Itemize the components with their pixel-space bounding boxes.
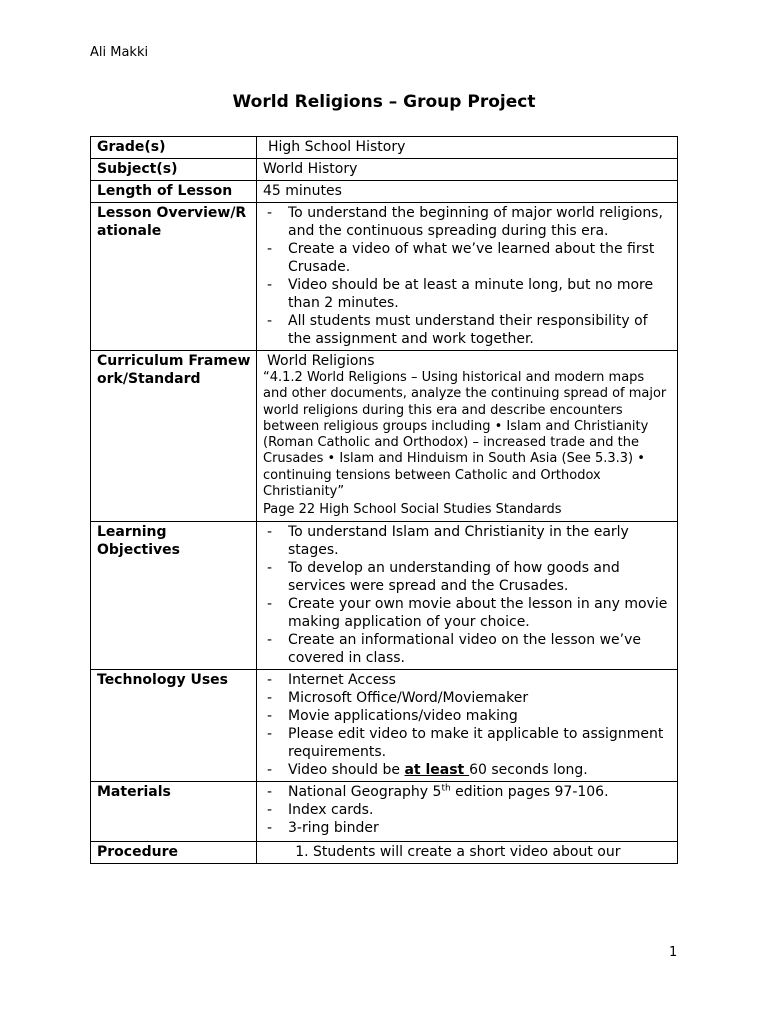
subject-value: World History: [257, 159, 678, 181]
list-item: - 3-ring binder: [263, 819, 672, 837]
list-item: - To understand Islam and Christianity in the early stages.: [263, 523, 672, 559]
standard-quote: “4.1.2 World Religions – Using historical and modern maps and other documents, analyze the continuing spread of major world religions during this era and describe encounters between religious groups including • Islam and Christianity (Roman Catholic and Orthodox) – increased trade and the Crusades • Islam and Hinduism in South Asia (See 5.3.3) • continuing tensions between Catholic and Orthodox Christianity”: [263, 370, 667, 500]
table-row-subject: [91, 159, 678, 181]
list-item: - Video should be at least a minute long, but no more than 2 minutes.: [263, 276, 672, 312]
document-title: World Religions – Group Project: [232, 92, 536, 112]
list-item: - Create a video of what we’ve learned about the first Crusade.: [263, 240, 672, 276]
list-item: - To develop an understanding of how goods and services were spread and the Crusades.: [263, 559, 672, 595]
technology-list: [263, 671, 672, 779]
list-item: - Create your own movie about the lesson in any movie making application of your choice.: [263, 595, 672, 631]
procedure-list: [263, 843, 672, 861]
curriculum-label: Curriculum Framework/Standard: [91, 351, 257, 522]
overview-value: [257, 203, 678, 351]
table-row-procedure: [91, 841, 678, 863]
grade-value: High School History: [257, 137, 678, 159]
list-item-text: Video should be: [288, 761, 405, 778]
procedure-value: [257, 841, 678, 863]
materials-list: [263, 783, 672, 837]
technology-value: [257, 669, 678, 781]
table-row-grade: [91, 137, 678, 159]
list-item: 1. Students will create a short video about our: [313, 843, 672, 861]
list-item: - Please edit video to make it applicable to assignment requirements.: [263, 725, 672, 761]
list-item-text: National Geography 5: [288, 783, 442, 800]
list-item: [263, 761, 672, 779]
procedure-label: Procedure: [91, 841, 257, 863]
table-row-length: [91, 181, 678, 203]
table-row-materials: [91, 781, 678, 841]
table-row-objectives: [91, 521, 678, 669]
objectives-label: Learning Objectives: [91, 521, 257, 669]
objectives-list: [263, 523, 672, 667]
list-item: - Movie applications/video making: [263, 707, 672, 725]
materials-value: [257, 781, 678, 841]
subject-label: Subject(s): [91, 159, 257, 181]
lesson-plan-table: [90, 136, 678, 864]
technology-label: Technology Uses: [91, 669, 257, 781]
list-item: - Create an informational video on the lesson we’ve covered in class.: [263, 631, 672, 667]
list-item-text: edition pages 97-106.: [450, 783, 609, 800]
curriculum-value: [257, 351, 678, 522]
page-number: 1: [669, 945, 678, 960]
table-row-technology: [91, 669, 678, 781]
superscript: th: [441, 783, 451, 794]
overview-list: [263, 204, 672, 348]
curriculum-heading: World Religions: [267, 353, 375, 369]
list-item: - All students must understand their responsibility of the assignment and work together.: [263, 312, 672, 348]
emphasis-text: at least: [404, 761, 470, 778]
list-item: - To understand the beginning of major world religions, and the continuous spreading during this era.: [263, 204, 672, 240]
table-row-curriculum: [91, 351, 678, 522]
overview-label: Lesson Overview/Rationale: [91, 203, 257, 351]
list-item: [263, 783, 672, 801]
standard-source: Page 22 High School Social Studies Standards: [263, 502, 562, 518]
list-item-text: 60 seconds long.: [469, 761, 588, 778]
table-row-overview: [91, 203, 678, 351]
author-name: Ali Makki: [90, 45, 149, 60]
list-item: - Microsoft Office/Word/Moviemaker: [263, 689, 672, 707]
list-item: - Index cards.: [263, 801, 672, 819]
list-item: - Internet Access: [263, 671, 672, 689]
length-value: 45 minutes: [257, 181, 678, 203]
length-label: Length of Lesson: [91, 181, 257, 203]
objectives-value: [257, 521, 678, 669]
grade-label: Grade(s): [91, 137, 257, 159]
materials-label: Materials: [91, 781, 257, 841]
